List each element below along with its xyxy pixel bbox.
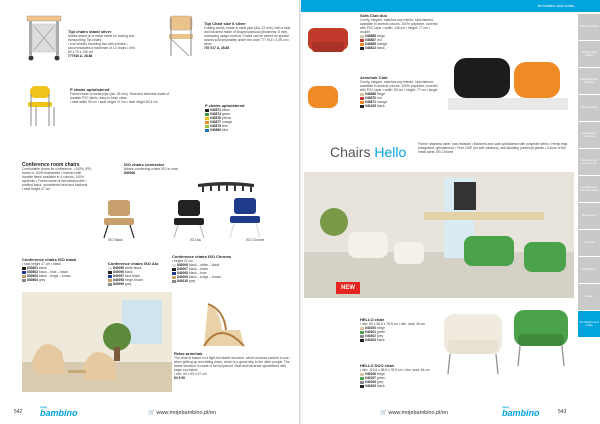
product-variant: beige xyxy=(376,372,385,376)
connector-title: ISO chairs connector xyxy=(124,162,165,167)
relax-title: Relax armchair xyxy=(174,351,203,356)
product-code: 840096 xyxy=(113,270,125,274)
product-code: 040208 xyxy=(365,380,377,384)
product-code: 840009 xyxy=(177,275,189,279)
p-chairs-list xyxy=(205,104,275,132)
product-code: 040203 xyxy=(365,338,377,342)
sofa-info xyxy=(360,14,440,50)
product-variant: black xyxy=(376,46,385,50)
url-right-text[interactable]: www.mojebambino.pl/en xyxy=(388,410,449,416)
product-variant: yellow xyxy=(221,116,232,120)
iso-chrome-image xyxy=(222,196,270,240)
product-variant: red xyxy=(376,38,382,42)
product-variant: grey xyxy=(188,279,196,283)
color-swatch xyxy=(360,339,364,342)
product-code: 830802 xyxy=(27,270,39,274)
p-chairs-image xyxy=(22,84,64,128)
url-left-text[interactable]: www.mojebambino.pl/en xyxy=(156,410,217,416)
category-tab[interactable]: Furniture for rest rooms xyxy=(578,149,600,175)
hello-duo-title: HELLO DUO chair xyxy=(360,363,395,368)
category-tab[interactable]: Lockers xyxy=(578,230,600,256)
chairs-hello-bullets: Frame: stainless steel, rust-resistant • Backrest and seat upholstered with polyester fabric • Hemp legs (integrated, upholstered) • Feet: DAP (for soft surfaces), anti-skidding (external) plastic • Colour of the metal parts: EB Chrome xyxy=(418,142,568,154)
new-badge: NEW xyxy=(336,282,360,294)
section-header-bar xyxy=(301,0,600,12)
category-tab[interactable]: Cabinets and shelves xyxy=(578,68,600,94)
product-code: 840007 xyxy=(177,267,189,271)
product-code: 040202 xyxy=(365,334,377,338)
product-code-row xyxy=(360,46,440,50)
iso-black-list xyxy=(22,258,102,282)
book-spine xyxy=(299,0,301,424)
relax-armchair-image xyxy=(200,300,248,348)
product-variant: blue xyxy=(221,128,229,132)
hello-duo-sub: • dim. 116,5 x 58,5 x 78,5 cm • dim. seat: 46 cm xyxy=(360,368,430,372)
product-variant: beige xyxy=(376,326,385,330)
product-variant: blue-black xyxy=(124,274,140,278)
product-code: 040880 xyxy=(210,128,222,132)
product-code: 840099 xyxy=(113,282,125,286)
iso-alu-image xyxy=(166,198,214,240)
lounge-room-photo xyxy=(22,292,172,392)
product-variant: white-black xyxy=(124,266,142,270)
hello-chair-title: HELLO chair xyxy=(360,317,385,322)
product-code: 040877 xyxy=(210,120,222,124)
product-variant: black – white – black xyxy=(188,263,220,267)
relax-desc: The chair is based on a light but stable structure, which ensures comfort in use, when getting up and sitting down, which is a great help to the older people. The frame structure is made of bent plywood. Seat and backrest upholstered with beige eco-fabric. xyxy=(174,356,290,372)
iso-black-list-sub: • seat height 47 cm • black xyxy=(22,262,61,266)
iso-black-image xyxy=(96,198,144,240)
cart-icon: 🛒 xyxy=(380,410,387,416)
url-left[interactable] xyxy=(148,410,216,416)
product-code: 840008 xyxy=(177,271,189,275)
product-code-row xyxy=(360,384,452,388)
product-code-row xyxy=(172,279,262,283)
relax-info xyxy=(174,352,294,380)
product-code: 040876 xyxy=(210,116,222,120)
hello-beige-image xyxy=(440,310,506,376)
hello-room-photo xyxy=(304,172,574,298)
product-code: 040209 xyxy=(365,384,377,388)
product-variant: grey xyxy=(38,278,46,282)
tipi-chair-title: Tipi Chair size 6 silver xyxy=(204,21,246,26)
product-code: 040200 xyxy=(365,326,377,330)
category-tab[interactable]: Bedrooms xyxy=(578,203,600,229)
category-tab[interactable]: Office furniture xyxy=(578,14,600,40)
armchair-desc: Comfy, elegant, matches any interior. Upholstered, available in several colours. 100% polyester, covered with PVC layer • width: 55 cm • height: 77 cm • single xyxy=(360,80,438,92)
product-variant: black xyxy=(221,108,230,112)
category-tab[interactable]: Tables and desks xyxy=(578,41,600,67)
logo-right-main: bambino xyxy=(502,408,540,418)
club-sofas-photo xyxy=(448,40,568,110)
conference-title: Conference room chairs xyxy=(22,162,80,168)
iso-black-label: ISO Black xyxy=(108,238,123,242)
product-code: 040868 xyxy=(365,92,377,96)
product-variant: orange xyxy=(376,42,388,46)
product-code: 040201 xyxy=(365,330,377,334)
product-variant: orange xyxy=(221,120,233,124)
hello-chair-info xyxy=(360,318,452,342)
product-code: 830804 xyxy=(27,278,39,282)
product-code: 040888 xyxy=(365,34,377,38)
connector-image xyxy=(196,180,256,194)
category-tab[interactable]: Accessories xyxy=(578,95,600,121)
product-code: 040870 xyxy=(365,96,377,100)
product-code: 840010 xyxy=(177,279,189,283)
category-tab[interactable]: Armchairs and sofas xyxy=(578,311,600,337)
product-variant: beige-brown xyxy=(124,278,144,282)
product-variant: red xyxy=(376,96,382,100)
tipi-stand-title: Tipi chairs stand silver xyxy=(68,29,112,34)
conference-desc: Comfortable chairs for conference. • 100% (PE) frame or 100% leatherette • finished with durable fabric available in 4 colours, 100% synthetic • Frame made of flat metal profile • profiled black, upholstered seat and backrest xyxy=(22,167,92,187)
color-swatch xyxy=(22,279,26,282)
connector-info xyxy=(124,163,204,175)
product-code: 840097 xyxy=(113,274,125,278)
category-tab[interactable]: Seats xyxy=(578,284,600,310)
product-variant: beige xyxy=(376,34,385,38)
product-code: 040105 xyxy=(365,104,377,108)
page-number-right: 543 xyxy=(558,409,567,415)
hello-green-image xyxy=(510,306,572,368)
color-swatch xyxy=(205,129,209,132)
product-code-row xyxy=(22,278,102,282)
logo-right xyxy=(502,405,540,418)
iso-chrome-list xyxy=(172,255,262,283)
iso-black-list-title: Conference chairs ISO black xyxy=(22,257,77,262)
tipi-stand-info xyxy=(68,30,140,58)
category-tab[interactable]: Cloakroom furniture xyxy=(578,122,600,148)
product-variant: orange xyxy=(376,100,388,104)
tipi-stand-bullets: • four wheels including two with a brake • accommodates a maximum of 12 chairs • dim. 60 x 70 x 130 cm xyxy=(68,42,136,54)
product-variant: grey xyxy=(376,334,384,338)
tipi-chair-desc: Folding chairs, made of steel pipe (dia. 22 mm), with a seat and backrest made of shaped plywood (thickness: 8 mm) increasing usage comfort. Chairs can be stored on special stands sold separately under the code 777 916 • 3-95 cm • silver xyxy=(204,26,291,46)
product-code: 840098 xyxy=(113,278,125,282)
product-code: 040207 xyxy=(365,376,377,380)
product-variant: lime xyxy=(221,124,228,128)
product-code: 840006 xyxy=(177,263,189,267)
logo-right-pre: moje xyxy=(502,405,510,409)
product-variant: black xyxy=(376,338,385,342)
product-variant: beige xyxy=(376,92,385,96)
page-number-left: 542 xyxy=(14,409,23,415)
iso-chrome-label: ISO Chrome xyxy=(246,238,265,242)
p-chairs-dims: • seat width 39 cm • seat height 47 cm • total height 83,5 cm xyxy=(70,100,158,104)
connector-desc: Allows connecting chairs ISO in rows xyxy=(124,167,179,171)
product-variant: black xyxy=(38,266,47,270)
logo-left-main: bambino xyxy=(40,408,78,418)
product-variant: grey xyxy=(376,380,384,384)
category-tab[interactable]: Wardrobes xyxy=(578,257,600,283)
chairs-hello-title-a: Chairs xyxy=(330,144,371,160)
section-header-title: Armchairs and sofas xyxy=(537,3,574,8)
conference-info xyxy=(22,163,92,191)
chairs-hello-heading xyxy=(330,144,406,160)
tipi-stand-code: 777916 A, 28,68 xyxy=(68,54,93,58)
product-code-row xyxy=(205,128,275,132)
color-swatch xyxy=(360,105,364,108)
tipi-chair-code: 767 917 A, 28,68 xyxy=(204,46,230,50)
conference-dims: • seat height 47 cm xyxy=(22,187,51,191)
p-chairs-info xyxy=(70,88,170,104)
p-chairs-list-title: P chairs upholstered xyxy=(205,103,245,108)
iso-chrome-list-title: Conference chairs ISO Chrome xyxy=(172,254,232,259)
product-code-row xyxy=(360,338,452,342)
product-code: 040879 xyxy=(210,124,222,128)
product-code: 040887 xyxy=(365,38,377,42)
product-variant: black – beige – brown xyxy=(38,274,71,278)
p-chairs-title: P chairs upholstered xyxy=(70,87,110,92)
product-variant: black – black xyxy=(188,267,208,271)
p-chairs-desc: Frame made of metal pipe (dia. 25 mm). Seat and backrest made of durable PVC fabric, easy to keep clean. xyxy=(70,92,170,100)
product-code-row xyxy=(108,282,170,286)
sofa-club-duo-image xyxy=(306,22,350,62)
product-code: 040874 xyxy=(210,112,222,116)
product-variant: black xyxy=(124,270,133,274)
iso-chrome-list-sub: • height 47 cm xyxy=(172,259,193,263)
product-variant: grey xyxy=(124,282,132,286)
tipi-stand-image xyxy=(24,14,64,62)
tipi-chair-image xyxy=(164,14,198,58)
iso-alu-list-title: Conference chairs ISO Alu xyxy=(108,261,159,266)
armchair-info xyxy=(360,76,440,108)
product-variant: black xyxy=(376,384,385,388)
product-variant: green xyxy=(376,376,386,380)
product-code: 040871 xyxy=(365,100,377,104)
product-variant: black xyxy=(376,104,385,108)
armchair-title: Armchair Club xyxy=(360,75,388,80)
chairs-hello-title-b: Hello xyxy=(374,144,407,160)
relax-dims: • dim. 64 x 90 x 97 cm xyxy=(174,372,207,376)
product-variant: green xyxy=(376,330,386,334)
relax-code: 84 9 90 xyxy=(174,376,185,380)
sofa-title: Sofa Club duo xyxy=(360,13,388,18)
connector-code: 840068 xyxy=(124,171,136,175)
product-code: 040889 xyxy=(365,42,377,46)
color-swatch xyxy=(360,385,364,388)
product-variant: black – blue – black xyxy=(38,270,68,274)
product-variant: green xyxy=(221,112,231,116)
color-swatch xyxy=(172,280,176,283)
sofa-desc: Comfy, elegant, matches any interior. Upholstered, available in several colours. 100% polyester, covered with PVC layer • width: 136 cm • height: 77 cm • double xyxy=(360,18,438,34)
product-code: 830801 xyxy=(27,266,39,270)
color-swatch xyxy=(360,47,364,50)
product-variant: black – beige – brown xyxy=(188,275,221,279)
product-variant: black – blue xyxy=(188,271,207,275)
iso-alu-list xyxy=(108,262,170,286)
cart-icon: 🛒 xyxy=(148,410,155,416)
category-tabs xyxy=(578,14,600,338)
product-code: 840095 xyxy=(113,266,125,270)
product-code: 040206 xyxy=(365,372,377,376)
hello-duo-info xyxy=(360,364,452,388)
armchair-club-image xyxy=(306,82,340,114)
product-code: 040871 xyxy=(210,108,222,112)
product-code: 830803 xyxy=(27,274,39,278)
product-code: 040822 xyxy=(365,46,377,50)
product-code-row xyxy=(360,104,440,108)
logo-left-pre: moje xyxy=(40,405,48,409)
hello-chair-sub: • dim. 60 x 58,5 x 78,5 cm • dim. seat: 46 cm xyxy=(360,322,426,326)
url-right[interactable] xyxy=(380,410,448,416)
logo-left xyxy=(40,405,78,418)
iso-alu-label: ISO Alu xyxy=(190,238,202,242)
color-swatch xyxy=(108,283,112,286)
tipi-chair-info xyxy=(204,22,294,50)
category-tab[interactable]: Conference room furniture xyxy=(578,176,600,202)
tipi-stand-desc: Mobile stand on a metal frame for storing and transporting Tipi chairs. xyxy=(68,34,135,42)
